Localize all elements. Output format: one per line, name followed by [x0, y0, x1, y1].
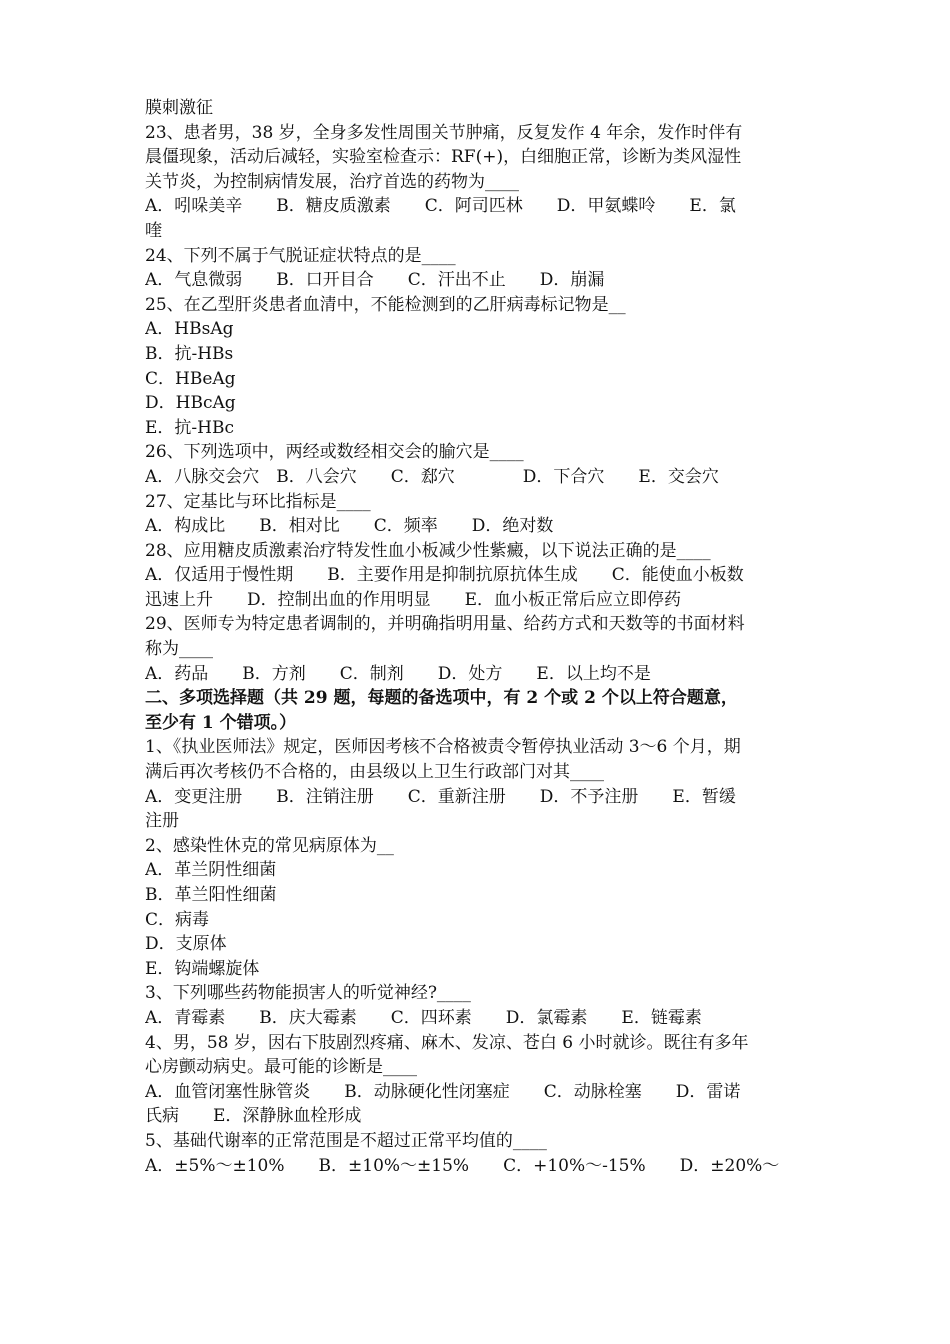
text-line: D．HBcAg: [145, 393, 236, 414]
document-page: [145, 96, 810, 1178]
text-line: A．仅适用于慢性期 B．主要作用是抑制抗原抗体生成 C．能使血小板数: [145, 565, 744, 586]
text-line: 1、《执业医师法》规定，医师因考核不合格被责令暂停执业活动 3～6 个月，期: [145, 737, 741, 758]
text-line: 24、下列不属于气脱证症状特点的是____: [145, 245, 456, 266]
text-line: A．±5%～±10% B．±10%～±15% C．+10%～-15% D．±20%～: [145, 1155, 780, 1176]
text-line: A．药品 B．方剂 C．制剂 D．处方 E．以上均不是: [145, 663, 651, 684]
text-line: 23、患者男，38 岁，全身多发性周围关节肿痛，反复发作 4 年余，发作时伴有: [145, 122, 743, 143]
text-line: D．支原体: [145, 934, 227, 955]
text-line: 满后再次考核仍不合格的，由县级以上卫生行政部门对其____: [145, 762, 604, 783]
text-line: 25、在乙型肝炎患者血清中，不能检测到的乙肝病毒标记物是__: [145, 294, 626, 315]
text-line: E．钩端螺旋体: [145, 958, 260, 979]
text-line: A．革兰阴性细菌: [145, 860, 277, 881]
text-line: A．吲哚美辛 B．糖皮质激素 C．阿司匹林 D．甲氨蝶呤 E．氯: [145, 196, 736, 217]
text-line: A．HBsAg: [145, 319, 234, 340]
text-line: 心房颤动病史。最可能的诊断是____: [145, 1057, 417, 1078]
text-line: 5、基础代谢率的正常范围是不超过正常平均值的____: [145, 1130, 547, 1151]
text-line: C．病毒: [145, 909, 210, 930]
text-line: 膜刺激征: [145, 98, 213, 118]
text-line: 27、定基比与环比指标是____: [145, 491, 371, 512]
text-line: 3、下列哪些药物能损害人的听觉神经?____: [145, 983, 471, 1004]
text-line: A．血管闭塞性脉管炎 B．动脉硬化性闭塞症 C．动脉栓塞 D．雷诺: [145, 1081, 741, 1102]
text-line: A．变更注册 B．注销注册 C．重新注册 D．不予注册 E．暂缓: [145, 786, 736, 807]
text-line: 关节炎，为控制病情发展，治疗首选的药物为____: [145, 171, 519, 192]
text-line: 注册: [145, 811, 179, 832]
text-line: A．气息微弱 B．口开目合 C．汗出不止 D．崩漏: [145, 270, 605, 291]
text-line: 氏病 E．深静脉血栓形成: [145, 1106, 362, 1127]
text-line: 28、应用糖皮质激素治疗特发性血小板减少性紫癜，以下说法正确的是____: [145, 540, 711, 561]
section-heading-line: 二、多项选择题（共 29 题，每题的备选项中，有 2 个或 2 个以上符合题意，: [145, 688, 738, 709]
text-line: 26、下列选项中，两经或数经相交会的腧穴是____: [145, 442, 524, 463]
text-line: A．八脉交会穴 B．八会穴 C．郄穴 D．下合穴 E．交会穴: [145, 466, 719, 487]
text-line: 称为____: [145, 639, 213, 660]
text-line: B．抗-HBs: [145, 343, 234, 364]
text-line: 晨僵现象，活动后减轻，实验室检查示：RF(+)，白细胞正常，诊断为类风湿性: [145, 147, 742, 168]
text-line: A．构成比 B．相对比 C．频率 D．绝对数: [145, 516, 554, 537]
text-line: 迅速上升 D．控制出血的作用明显 E．血小板正常后应立即停药: [145, 589, 682, 610]
text-line: 2、感染性休克的常见病原体为__: [145, 835, 394, 856]
text-line: B．革兰阳性细菌: [145, 885, 277, 905]
text-line: E．抗-HBc: [145, 417, 234, 438]
text-line: 喹: [145, 220, 162, 241]
text-line: A．青霉素 B．庆大霉素 C．四环素 D．氯霉素 E．链霉素: [145, 1007, 702, 1028]
section-heading-line: 至少有 1 个错项。）: [145, 712, 297, 733]
text-line: C．HBeAg: [145, 368, 236, 389]
text-line: 4、男，58 岁，因右下肢剧烈疼痛、麻木、发凉、苍白 6 小时就诊。既往有多年: [145, 1032, 749, 1053]
text-line: 29、医师专为特定患者调制的，并明确指明用量、给药方式和天数等的书面材料: [145, 614, 745, 635]
